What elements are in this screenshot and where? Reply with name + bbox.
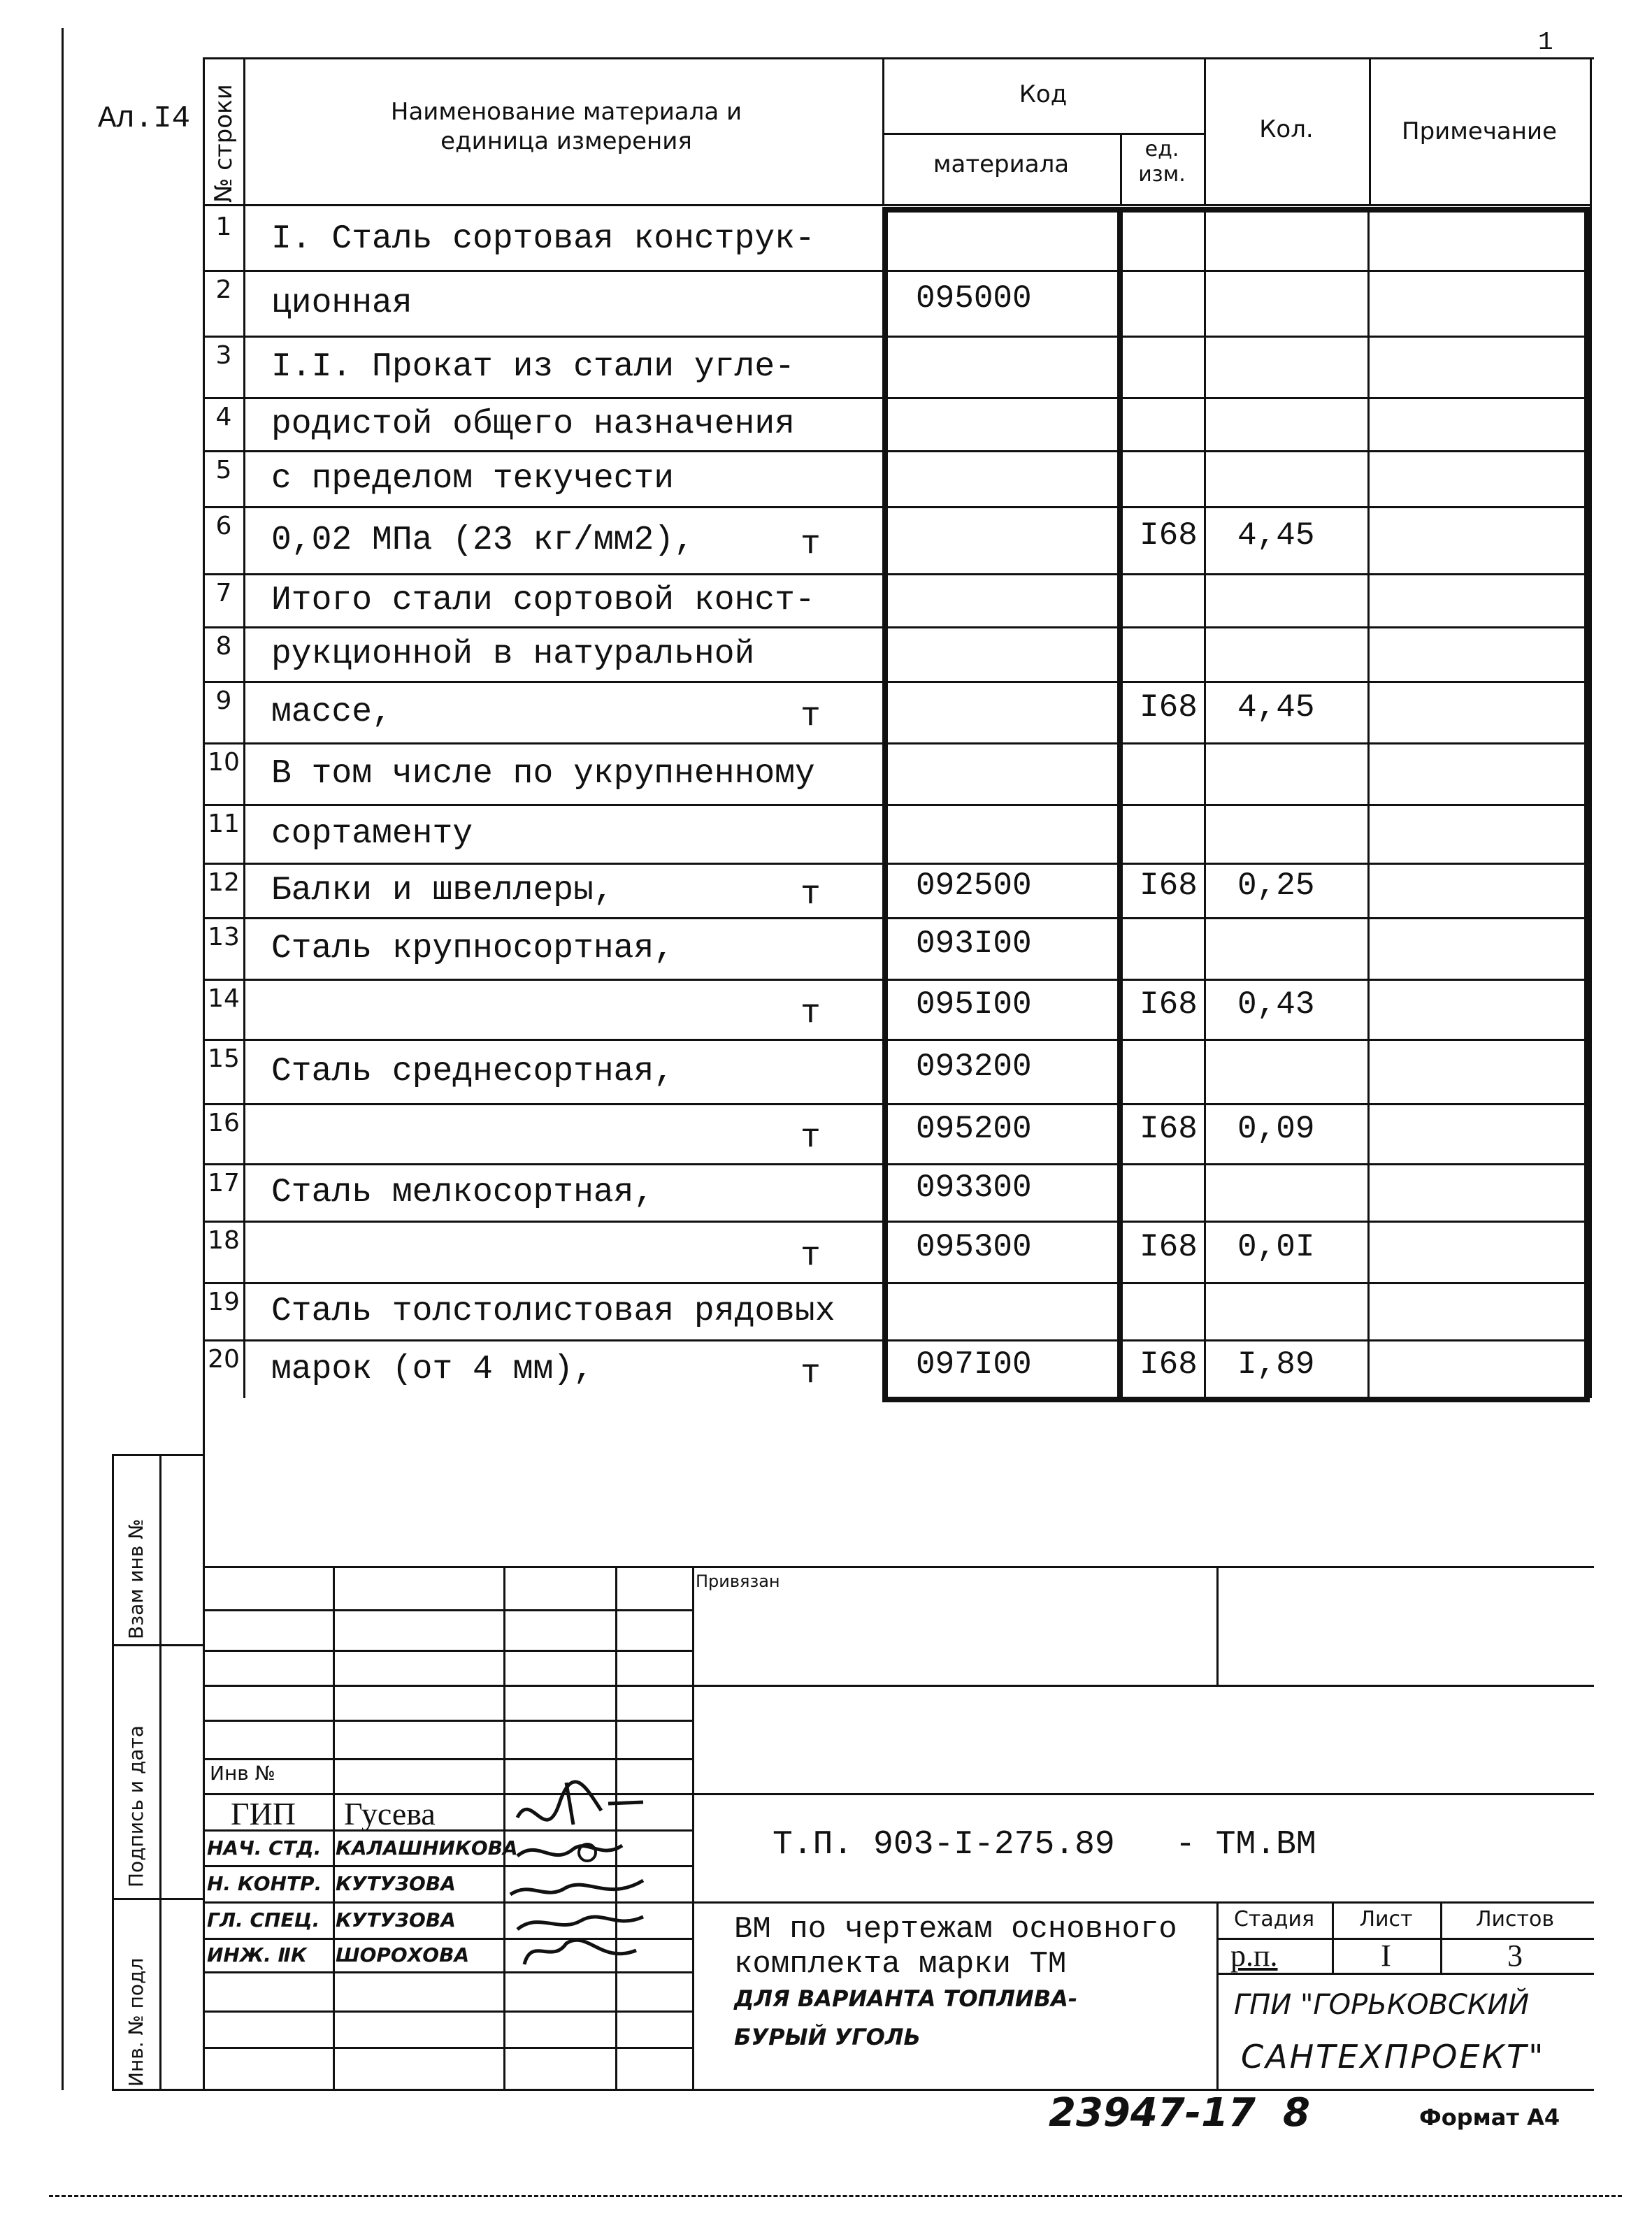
row-number: 9 [215,686,232,715]
row-number: 4 [215,403,232,431]
organization-line1: ГПИ "ГОРЬКОВСКИЙ [1234,1989,1530,2021]
doc-title-line1: ВМ по чертежам основного [734,1912,1177,1947]
material-header: материала [933,150,1070,178]
row-material-code: 095000 [916,280,1032,317]
n-kontr-role: Н. КОНТР. [207,1872,322,1895]
inv-original-label: Инв. № подл [124,1957,148,2087]
row-material-name: В том числе по укрупненному [271,755,815,793]
doc-title-line3: ДЛЯ ВАРИАНТА ТОПЛИВА- [734,1985,1078,2012]
document-designation: Т.П. 903-I-275.89 - ТМ.ВМ [773,1826,1316,1864]
row-divider [203,804,1587,806]
row-number-header: № строки [210,84,238,203]
gl-spec-name: КУТУЗОВА [336,1908,456,1932]
row-number: 7 [215,579,232,607]
row-number: 14 [208,984,240,1013]
row-unit-code: I68 [1140,868,1198,904]
row-divider [203,1282,1587,1284]
name-header-line1: Наименование материала и [390,98,742,126]
row-material-name: I.I. Прокат из стали угле- [271,348,795,386]
row-material-name: Балки и швеллеры, [271,872,614,909]
doc-title-line4: БУРЫЙ УГОЛЬ [734,2024,921,2050]
row-material-code: 095200 [916,1111,1032,1147]
row-material-name: сортаменту [271,815,473,853]
row-material-name: ционная [271,285,412,322]
row-material-name: Сталь толстолистовая рядовых [271,1293,835,1330]
row-number: 2 [215,275,232,304]
row-divider [203,979,1587,981]
row-material-name: рукционной в натуральной [271,635,755,673]
archive-number: 23947-17 8 [1049,2090,1310,2136]
row-number: 12 [208,868,240,897]
row-number: 17 [208,1169,240,1197]
format-label: Формат А4 [1419,2104,1560,2131]
row-quantity: 4,45 [1237,689,1315,726]
stage-label: Стадия [1233,1907,1315,1932]
signature-date-label: Подпись и дата [124,1725,148,1887]
row-divider [203,397,1587,399]
gip-name: Гусева [344,1796,436,1832]
row-number: 16 [208,1109,240,1137]
row-number: 13 [208,923,240,951]
row-material-code: 097I00 [916,1346,1032,1383]
row-unit-t: т [800,1355,821,1393]
sheets-value: 3 [1507,1938,1523,1973]
row-material-name: марок (от 4 мм), [271,1351,594,1388]
row-material-name: с пределом текучести [271,460,675,498]
name-header-line2: единица измерения [440,127,692,155]
row-material-name: Сталь мелкосортная, [271,1174,654,1211]
row-unit-t: т [800,995,821,1033]
row-number: 5 [215,456,232,484]
inzh-role: ИНЖ. ⅡК [207,1943,307,1966]
privyazan-label: Привязан [696,1571,780,1591]
nach-std-name: КАЛАШНИКОВА [336,1836,518,1859]
row-material-code: 093200 [916,1049,1032,1085]
organization-line2: САНТЕХПРОЕКТ" [1241,2038,1546,2076]
row-divider [203,336,1587,338]
row-divider [203,1163,1587,1165]
row-number: 6 [215,512,232,540]
row-number: 19 [208,1288,240,1316]
row-divider [203,681,1587,683]
row-material-name: массе, [271,693,392,731]
unit-header-line1: ед. [1144,137,1179,161]
row-quantity: 4,45 [1237,517,1315,554]
row-unit-t: т [800,698,821,735]
row-divider [203,742,1587,744]
row-number: 15 [208,1044,240,1073]
row-unit-t: т [800,1119,821,1157]
row-divider [203,450,1587,452]
row-material-name: Итого стали сортовой конст- [271,582,815,619]
row-divider [203,917,1587,919]
row-number: 11 [208,810,240,838]
nach-std-role: НАЧ. СТД. [207,1836,322,1859]
row-unit-t: т [800,1237,821,1275]
row-unit-code: I68 [1140,986,1198,1023]
note-header: Примечание [1402,117,1557,145]
inv-no-label: Инв № [210,1762,275,1785]
row-material-name: родистой общего назначения [271,405,795,443]
qty-header: Кол. [1259,115,1314,143]
row-divider [203,270,1587,272]
row-material-name: I. Сталь сортовая конструк- [271,220,815,258]
row-unit-code: I68 [1140,1229,1198,1265]
gl-spec-role: ГЛ. СПЕЦ. [207,1908,320,1932]
doc-title-line2: комплекта марки ТМ [734,1947,1067,1982]
row-divider [203,506,1587,508]
row-number: 18 [208,1226,240,1255]
sheet-value: I [1381,1938,1391,1973]
row-divider [203,1339,1587,1341]
row-quantity: I,89 [1237,1346,1315,1383]
row-quantity: 0,09 [1237,1111,1315,1147]
row-divider [203,1039,1587,1041]
row-unit-code: I68 [1140,517,1198,554]
sheet-code: Ал.I4 [98,101,191,136]
row-divider [203,1103,1587,1105]
corner-mark: 1 [1538,28,1553,57]
row-unit-code: I68 [1140,1111,1198,1147]
row-number: 10 [208,748,240,777]
row-number: 20 [208,1345,240,1374]
stage-value: р.п. [1230,1938,1278,1973]
row-material-name: Сталь крупносортная, [271,930,675,967]
row-divider [203,863,1587,865]
row-material-code: 093I00 [916,926,1032,962]
row-quantity: 0,43 [1237,986,1315,1023]
gip-role: ГИП [231,1796,296,1832]
row-divider [203,626,1587,628]
row-number: 3 [215,341,232,370]
row-unit-t: т [800,876,821,914]
row-material-name: Сталь среднесортная, [271,1053,675,1091]
unit-header-line2: изм. [1138,162,1186,187]
row-divider [203,1221,1587,1223]
row-material-name: 0,02 МПа (23 кг/мм2), [271,521,694,559]
signature-scribbles [503,1762,671,1971]
code-header: Код [1019,80,1068,108]
row-number: 8 [215,632,232,661]
inzh-name: ШОРОХОВА [336,1943,470,1966]
row-material-code: 092500 [916,868,1032,904]
vzam-inv-label: Взам инв № [124,1518,148,1639]
row-unit-code: I68 [1140,689,1198,726]
row-quantity: 0,0I [1237,1229,1315,1265]
row-material-code: 095I00 [916,986,1032,1023]
n-kontr-name: КУТУЗОВА [336,1872,456,1895]
row-unit-code: I68 [1140,1346,1198,1383]
sheets-label: Листов [1475,1907,1555,1932]
row-unit-t: т [800,526,821,563]
row-quantity: 0,25 [1237,868,1315,904]
row-material-code: 095300 [916,1229,1032,1265]
row-number: 1 [215,213,232,241]
row-material-code: 093300 [916,1170,1032,1206]
sheet-label: Лист [1359,1907,1413,1932]
row-divider [203,573,1587,575]
